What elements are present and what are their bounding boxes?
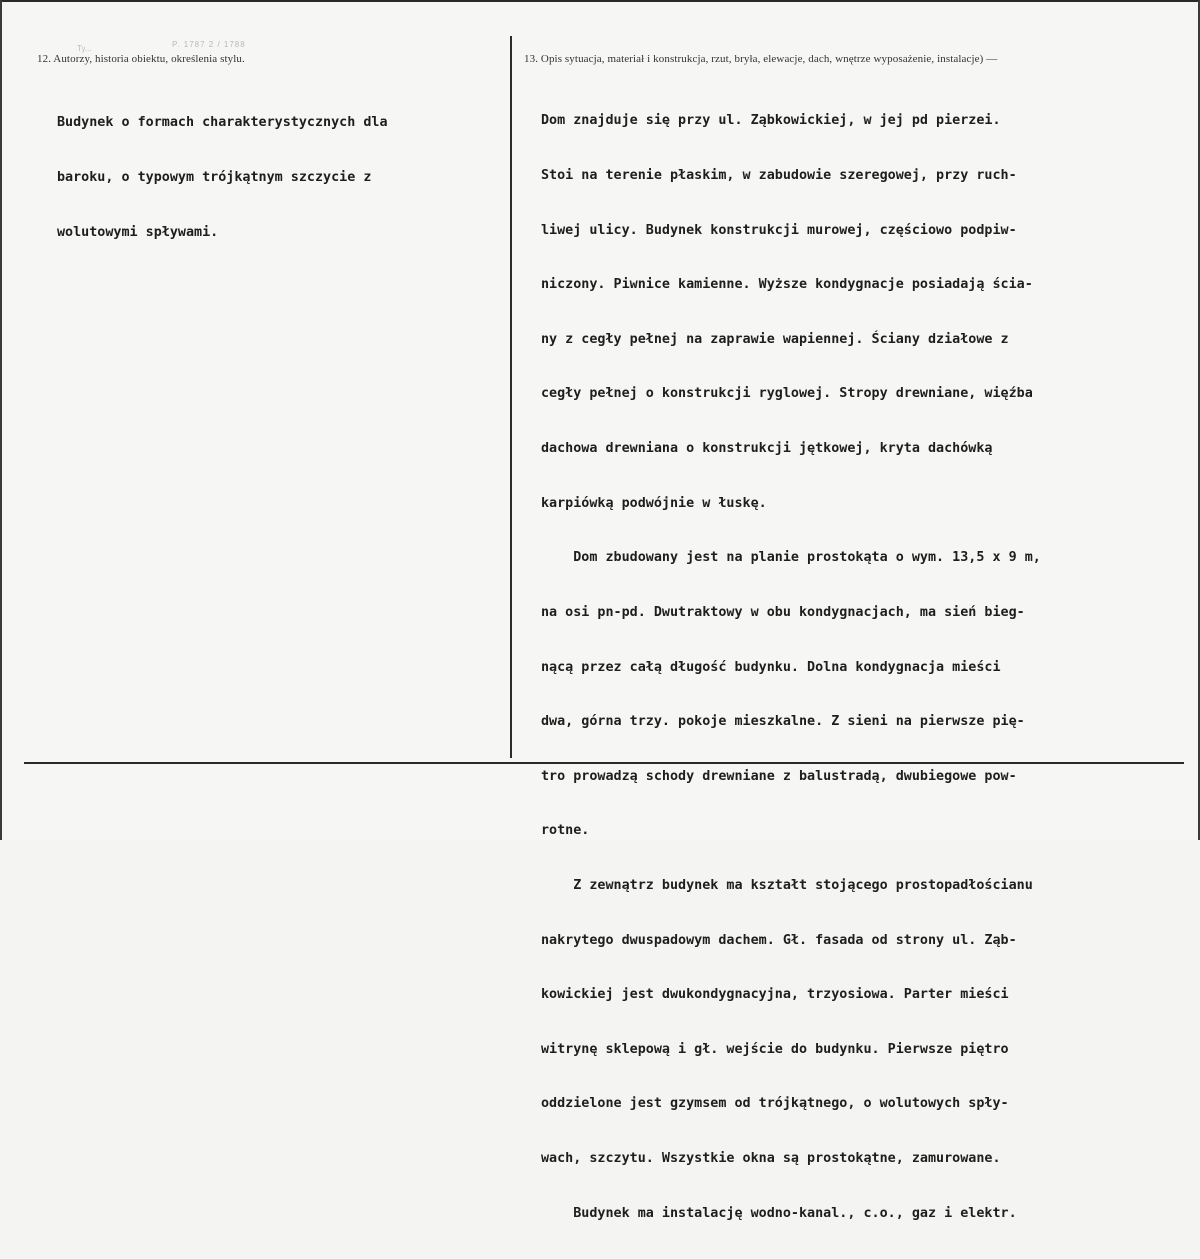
text-line: Z zewnątrz budynek ma kształt stojącego prostopadłościanu <box>541 877 1033 893</box>
text-line: nącą przez całą długość budynku. Dolna kondygnacja mieści <box>541 659 1001 675</box>
field-12-label: 12. Autorzy, historia obiektu, określenia stylu. <box>37 53 245 65</box>
text-line: Dom zbudowany jest na planie prostokąta o wym. 13,5 x 9 m, <box>541 550 1041 566</box>
field-13-text <box>541 76 1041 1259</box>
card-top-edge <box>0 0 1200 2</box>
text-line: tro prowadzą schody drewniane z balustradą, dwubiegowe pow- <box>541 768 1017 784</box>
field-13-label: 13. Opis sytuacja, materiał i konstrukcja, rzut, bryła, elewacje, dach, wnętrze wyposażenie, instalacje) — <box>524 53 998 65</box>
text-line: oddzielone jest gzymsem od trójkątnego, o wolutowych spły- <box>541 1096 1009 1112</box>
text-line: Budynek ma instalację wodno-kanal., c.o., gaz i elektr. <box>541 1205 1017 1221</box>
pencil-note: P. 1787 2 / 1788 <box>172 40 246 49</box>
column-divider <box>510 36 512 758</box>
text-line: wolutowymi spływami. <box>57 224 219 240</box>
text-line: na osi pn-pd. Dwutraktowy w obu kondygnacjach, ma sień bieg- <box>541 604 1025 620</box>
text-line: cegły pełnej o konstrukcji ryglowej. Stropy drewniane, więźba <box>541 386 1033 402</box>
text-line: wach, szczytu. Wszystkie okna są prostokątne, zamurowane. <box>541 1150 1001 1166</box>
text-line: kowickiej jest dwukondygnacyjna, trzyosiowa. Parter mieści <box>541 987 1009 1003</box>
text-line: Budynek o formach charakterystycznych dla <box>57 115 388 131</box>
text-line: witrynę sklepową i gł. wejście do budynku. Pierwsze piętro <box>541 1041 1009 1057</box>
text-line: karpiówką podwójnie w łuskę. <box>541 495 767 511</box>
field-12-text <box>57 78 388 278</box>
text-line: ny z cegły pełnej na zaprawie wapiennej. Ściany działowe z <box>541 331 1009 347</box>
text-line: rotne. <box>541 823 590 839</box>
card-left-edge <box>0 0 2 840</box>
text-line: Dom znajduje się przy ul. Ząbkowickiej, w jej pd pierzei. <box>541 113 1001 129</box>
text-line: nakrytego dwuspadowym dachem. Gł. fasada od strony ul. Ząb- <box>541 932 1017 948</box>
text-line: liwej ulicy. Budynek konstrukcji murowej, częściowo podpiw- <box>541 222 1017 238</box>
text-line: dwa, górna trzy. pokoje mieszkalne. Z sieni na pierwsze pię- <box>541 714 1025 730</box>
text-line: niczony. Piwnice kamienne. Wyższe kondygnacje posiadają ścia- <box>541 277 1033 293</box>
pencil-mark: Ty... <box>77 44 92 53</box>
text-line: baroku, o typowym trójkątnym szczycie z <box>57 170 372 186</box>
text-line: dachowa drewniana o konstrukcji jętkowej, kryta dachówką <box>541 441 993 457</box>
text-line: Stoi na terenie płaskim, w zabudowie szeregowej, przy ruch- <box>541 168 1017 184</box>
